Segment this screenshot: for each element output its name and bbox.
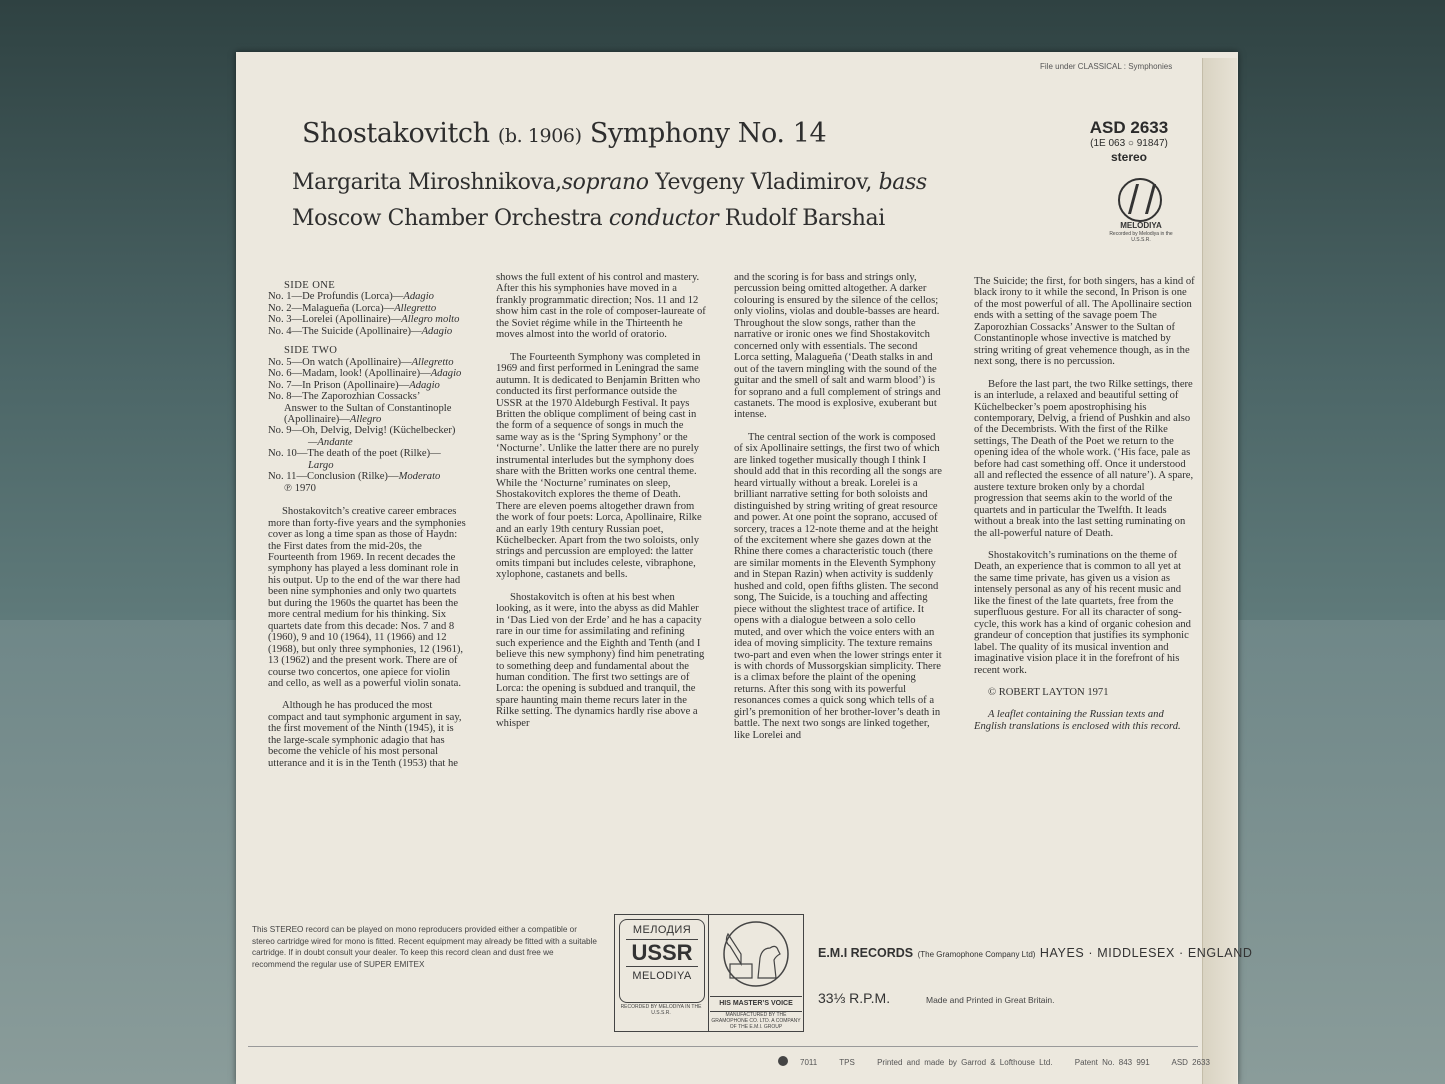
orchestra-line xyxy=(292,206,885,231)
notes-paragraph: Shostakovitch’s creative career embraces more than forty-five years and the symphonies cover as long a time span as those of Haydn: the First dates from the mid-20s, the Fourteenth from 1969. In recent decades the symphony has played a less dominant role in his output. Up to the end of the war there had been nine symphonies and only two quartets but during the 1960s the quartet has been the more central medium for his thinking. Six quartets date from this decade: Nos. 7 and 8 (1960), 9 and 10 (1964), 11 (1966) and 12 (1968), but only three symphonies, 12 (1961), 13 (1962) and the present work. There are of course two concertos, one apiece for violin and cello, as well as a powerful violin sonata. xyxy=(268,506,466,689)
track-5: No. 5—On watch (Apollinaire)—Allegretto xyxy=(268,356,454,368)
soloist-2: Yevgeny Vladimirov, xyxy=(655,170,873,195)
catalogue-alt: (1E 063 ○ 91847) xyxy=(1090,138,1168,149)
phonographic-copyright: ℗ 1970 xyxy=(284,482,316,494)
side-two-heading: SIDE TWO xyxy=(284,345,338,357)
author-credit: © ROBERT LAYTON 1971 xyxy=(988,686,1109,698)
track-6: No. 6—Madam, look! (Apollinaire)—Adagio xyxy=(268,368,462,380)
melodiya-label: MELODIYA xyxy=(1120,221,1162,230)
hmv-manufactured-note: MANUFACTURED BY THE GRAMOPHONE CO. LTD. A COMPANY OF THE E.M.I. GROUP xyxy=(711,1012,801,1030)
catalogue-number: ASD 2633 xyxy=(1089,118,1169,137)
notes-paragraph: Although he has produced the most compact and taut symphonic argument in say, the first movement of the Ninth (1945), it is the large-scale symphonic adagio that has become the vehicle of his most personal utterance and it is in the Tenth (1953) that he xyxy=(268,700,462,769)
notes-paragraph: Before the last part, the two Rilke settings, there is an interlude, a relaxed and beautiful setting of Küchelbecker’s poem apostrophising his contemporary, Delvig, a friend of Pushkin and also of the Decembrists. With the first of the Rilke settings, The Death of the Poet we return to the opening idea of the whole work. (‘His face, pale as before had cast something off. Once it understood all and reflected the essence of all nature’). A spare, austere texture broken only by a chordal progression that seems akin to the world of the quartets and in particular the Twelfth. It leads without a break into the last setting ruminating on the all-powerful nature of Death. xyxy=(974,378,1194,539)
work-title: Symphony No. 14 xyxy=(589,118,827,149)
track-10-tempo: Largo xyxy=(308,459,334,471)
track-9-tempo: —Andante xyxy=(308,436,353,448)
track-3: No. 3—Lorelei (Apollinaire)—Allegro molto xyxy=(268,314,460,326)
emi-company: (The Gramophone Company Ltd) xyxy=(917,950,1036,959)
sleeve-spine xyxy=(1202,58,1237,1084)
notes-column-1 xyxy=(268,278,468,780)
printer-footer xyxy=(800,1058,1228,1067)
catalogue-block xyxy=(1078,118,1180,164)
his-masters-voice-dog-gramophone-icon xyxy=(716,920,796,994)
format-label: stereo xyxy=(1110,150,1148,164)
emi-records-name: E.M.I RECORDS xyxy=(818,946,914,960)
emi-records-line xyxy=(818,944,1252,962)
album-title xyxy=(302,118,826,149)
playback-speed: 33⅓ R.P.M. xyxy=(818,990,891,1006)
composer-name: Shostakovitch xyxy=(302,118,490,149)
footer-divider xyxy=(248,1046,1198,1047)
notes-paragraph: Shostakovitch is often at his best when looking, as it were, into the abyss as did Mahler in ‘Das Lied von der Erde’ and he has a capacity rare in our time for assimilating and refining such experience and the Eighth and Tenth (and I believe this new symphony) find him penetrating to something deep and fundamental about the human condition. The first two settings are of Lorca: the opening is subdued and tranquil, the spare haunting main theme recurs later in the Rilke setting. The dynamics hardly rise above a whisper xyxy=(496,591,705,729)
made-in-note: Made and Printed in Great Britain. xyxy=(926,995,1055,1005)
track-8-cont: Answer to the Sultan of Constantinople xyxy=(284,402,452,414)
melodiya-recorded-note: RECORDED BY MELODIYA IN THE U.S.S.R. xyxy=(620,1004,702,1016)
notes-paragraph: and the scoring is for bass and strings only, percussion being omitted altogether. A darker colouring is ensured by the silence of the cellos; only violins, violas and double-basses are heard. Throughout the slow songs, rather than the narrative or ironic ones we find Shostakovitch concerned only with essentials. The second Lorca setting, Malagueña (‘Death stalks in and out of the tavern mingling with the sound of the guitar and the smell of salt and warm blood’) is for soprano and a full complement of strings and castanets. The mood is explosive, exuberant but intense. xyxy=(734,272,941,421)
patent-number: Patent No. 843 991 xyxy=(1074,1058,1150,1067)
track-11: No. 11—Conclusion (Rilke)—Moderato xyxy=(268,471,441,483)
notes-paragraph: The Suicide; the first, for both singers, has a kind of black irony to it while the second, In Prison is one of the most powerful of all. The Apollinaire section ends with a setting of the savage poem The Zaporozhian Cossacks’ Answer to the Sultan of Constantinople whose invective is matched by string writing of great vehemence though, as in the next song, there is no percussion. xyxy=(974,276,1195,368)
leaflet-note: A leaflet containing the Russian texts and English translations is enclosed with this record. xyxy=(974,709,1181,732)
emi-logo-icon xyxy=(778,1056,788,1066)
his-masters-voice-label: HIS MASTER’S VOICE xyxy=(710,996,802,1012)
conductor-word: conductor xyxy=(608,206,719,231)
soloist-1: Margarita Miroshnikova, xyxy=(292,170,562,195)
notes-column-4 xyxy=(974,276,1196,743)
side-one-heading: SIDE ONE xyxy=(284,280,336,291)
notes-column-2 xyxy=(496,272,706,740)
file-under-label: File under CLASSICAL : Symphonies xyxy=(1040,62,1173,71)
composer-birth: (b. 1906) xyxy=(497,125,582,147)
label-logos-divider xyxy=(708,915,709,1031)
stereo-compatibility-note: This STEREO record can be played on mono reproducers provided either a compatible or stereo cartridge wired for mono is fitted. Recent equipment may already be fitted with a suitable cartridge. If in doubt consult your dealer. To keep this record clean and dust free we recommend the regular use of SUPER EMITEX xyxy=(252,925,597,969)
emi-address: HAYES · MIDDLESEX · ENGLAND xyxy=(1039,946,1253,960)
printer-credit: Printed and made by Garrod & Lofthouse Ltd. xyxy=(877,1058,1053,1067)
melodiya-ussr-logo-icon: МЕЛОДИЯ USSR MELODIYA xyxy=(619,919,705,1003)
melodiya-logo-icon xyxy=(1118,178,1162,222)
track-8-tempo: (Apollinaire)—Allegro xyxy=(284,413,382,425)
print-code-2: TPS xyxy=(839,1058,855,1067)
track-4: No. 4—The Suicide (Apollinaire)—Adagio xyxy=(268,325,453,337)
notes-paragraph: The central section of the work is composed of six Apollinaire settings, the first two of which are linked together musically though I think I should add that in this recording all the songs are heard virtually without a break. Lorelei is a brilliant narrative setting for both soloists and distinguished by string writing of great resource and power. At one point the soprano, accused of sorcery, traces a 12-note theme and at the height of the excitement where she gazes down at the Rhine there comes a characteristic touch (there are similar moments in the Eleventh Symphony and in Stepan Razin) when activity is suddenly hushed and cold, open fifths glisten. The second song, The Suicide, is a touching and affecting piece without the slightest trace of artifice. It opens with a dialogue between a solo cello muted, and over which the voice enters with an idea of moving simplicity. The texture remains two-part and even when the lower strings enter it is with chords of Mussorgskian simplicity. There is a climax before the plaint of the opening returns. After this song with its powerful resonances comes a quick song which tells of a girl’s premonition of her brother-lover’s death in battle. The next two songs are linked together, like Lorelei and xyxy=(734,431,943,741)
track-9: No. 9—Oh, Delvig, Delvig! (Küchelbecker) xyxy=(268,425,456,437)
melodiya-note: Recorded by Melodiya in the U.S.S.R. xyxy=(1109,231,1173,243)
notes-paragraph: shows the full extent of his control and mastery. After this his symphonies have moved in a frankly programmatic direction; Nos. 11 and 12 show him cast in the role of composer-laureate of the Soviet régime while in the Thirteenth he moves almost into the world of oratorio. xyxy=(496,272,706,341)
notes-paragraph: Shostakovitch’s ruminations on the theme of Death, an experience that is common to all yet at the same time private, has given us a vision as intensely personal as any of his recent music and like the finest of the late quartets, free from the superfluous gesture. For all its character of song-cycle, this work has a kind of organic cohesion and grandeur of conception that justifies its symphonic label. The quality of its musical invention and imaginative vision place it in the forefront of his recent work. xyxy=(974,549,1191,676)
soloists-line xyxy=(292,170,927,195)
track-10: No. 10—The death of the poet (Rilke)— xyxy=(268,448,441,460)
orchestra-name: Moscow Chamber Orchestra xyxy=(292,206,603,231)
notes-column-3 xyxy=(734,272,942,752)
catalogue-repeat: ASD 2633 xyxy=(1171,1058,1210,1067)
track-2: No. 2—Malagueña (Lorca)—Allegretto xyxy=(268,302,437,314)
conductor-name: Rudolf Barshai xyxy=(724,206,885,231)
notes-paragraph: The Fourteenth Symphony was completed in 1969 and first performed in Leningrad the same autumn. It is dedicated to Benjamin Britten who conducted its first performance outside the USSR at the 1970 Aldeburgh Festival. It pays Britten the oblique compliment of being cast in the form of a sequence of songs in much the same way as is the ‘Spring Symphony’ or the ‘Nocturne’. Unlike the latter there are no purely instrumental interludes but the symphony does share with the Britten works one central theme. While the ‘Nocturne’ ruminates on sleep, Shostakovitch explores the theme of Death. There are eleven poems altogether drawn from the work of four poets: Lorca, Apollinaire, Rilke and an early 19th century Russian poet, Küchelbecker. Apart from the two soloists, only strings and percussion are employed: the latter omits timpani but includes celeste, vibraphone, xylophone, castanets and bells. xyxy=(496,351,702,581)
track-1: No. 1—De Profundis (Lorca)—Adagio xyxy=(268,291,434,303)
voice-1: soprano xyxy=(561,170,649,195)
track-8: No. 8—The Zaporozhian Cossacks’ xyxy=(268,391,421,403)
voice-2: bass xyxy=(878,170,927,195)
track-7: No. 7—In Prison (Apollinaire)—Adagio xyxy=(268,379,440,391)
print-code-1: 7011 xyxy=(800,1058,818,1067)
